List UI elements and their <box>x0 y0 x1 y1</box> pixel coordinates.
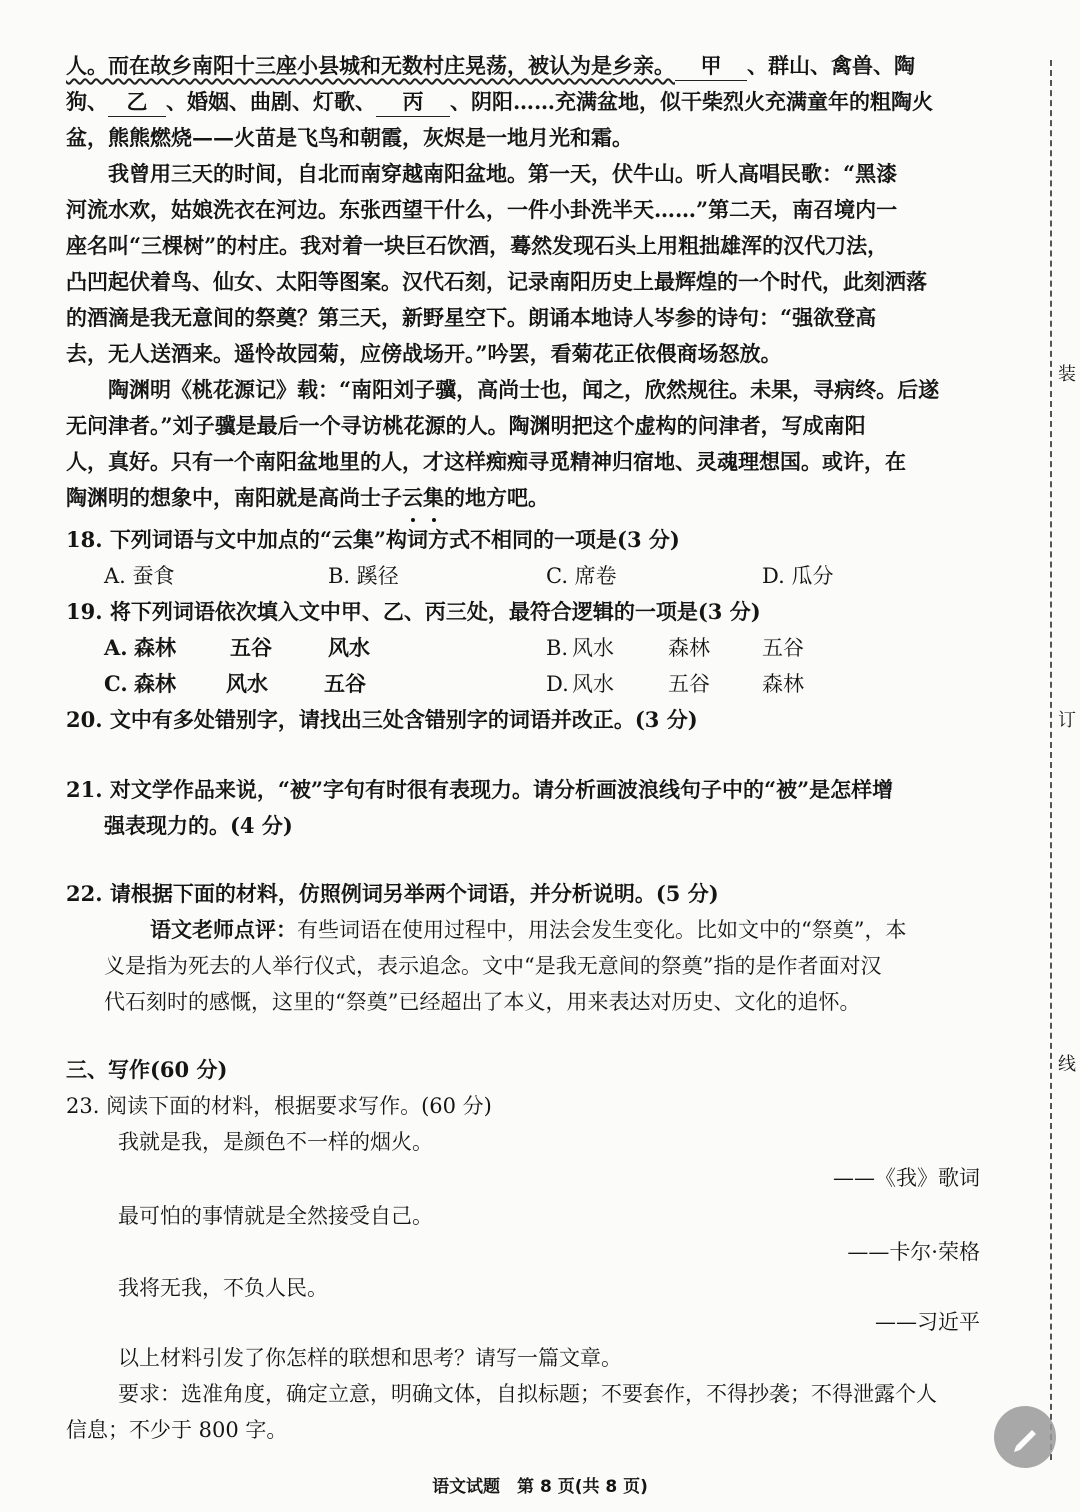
binding-label: 订 <box>1054 706 1080 736</box>
q19-option-c-word: 五谷 <box>324 671 366 696</box>
quote-text: 我将无我，不负人民。 <box>118 1276 328 1300</box>
quote-text: 我就是我，是颜色不一样的烟火。 <box>118 1130 433 1154</box>
q19-option-a-word: 森林 <box>134 635 176 660</box>
q19-option-b-word: 森林 <box>668 636 710 660</box>
passage-line: 人。而在故乡南阳十三座小县城和无数村庄晃荡，被认为是乡亲。 甲 、群山、禽兽、陶 <box>66 48 915 84</box>
q18-option-c: C. 席卷 <box>546 564 617 588</box>
question-18-stem: 18. 下列词语与文中加点的“云集”构词方式不相同的一项是(3 分) <box>66 527 680 552</box>
q19-option-c-word: 森林 <box>134 671 176 696</box>
binding-label: 线 <box>1054 1050 1080 1080</box>
wavy-underlined-sentence: 人。而在故乡南阳十三座小县城和无数村庄晃荡，被认为是乡亲。 <box>66 53 675 78</box>
passage-line: 狗、 乙 、婚姻、曲剧、灯歌、 丙 、阴阳……充满盆地，似干柴烈火充满童年的粗陶火 <box>66 84 933 120</box>
passage-line: 去，无人送酒来。遥怜故园菊，应傍战场开。”吟罢，看菊花正依偎商场怒放。 <box>66 341 782 366</box>
writing-prompt: 以上材料引发了你怎样的联想和思考？请写一篇文章。 <box>118 1346 622 1370</box>
q19-option-a-letter: A. <box>104 635 128 660</box>
q18-option-b: B. 蹊径 <box>328 564 399 588</box>
q19-option-c-word: 风水 <box>226 671 268 696</box>
q19-option-b-word: 风水 <box>572 636 614 660</box>
passage-line: 人，真好。只有一个南阳盆地里的人，才这样痴痴寻觅精神归宿地、灵魂理想国。或许，在 <box>66 449 906 474</box>
floating-edit-button[interactable] <box>994 1406 1056 1468</box>
dotted-char: 集 <box>423 480 444 516</box>
q19-option-d-word: 森林 <box>762 672 804 696</box>
quote-source: ——习近平 <box>875 1310 980 1334</box>
question-23-stem: 23. 阅读下面的材料，根据要求写作。(60 分) <box>66 1094 492 1118</box>
q19-option-d-word: 风水 <box>572 672 614 696</box>
blank-yi: 乙 <box>108 88 166 117</box>
teacher-comment-label: 语文老师点评： <box>150 917 297 942</box>
q19-option-c-letter: C. <box>104 671 128 696</box>
question-19-stem: 19. 将下列词语依次填入文中甲、乙、丙三处，最符合逻辑的一项是(3 分) <box>66 599 761 624</box>
writing-requirements: 要求：选准角度，确定立意，明确文体，自拟标题；不要套作，不得抄袭；不得泄露个人 <box>118 1382 937 1406</box>
passage-line: 我曾用三天的时间，自北而南穿越南阳盆地。第一天，伏牛山。听人高唱民歌：“黑漆 <box>66 161 898 186</box>
q19-option-b-word: 五谷 <box>762 636 804 660</box>
passage-line: 陶渊明《桃花源记》载：“南阳刘子骥，高尚士也，闻之，欣然规往。未果，寻病终。后遂 <box>66 377 940 402</box>
blank-bing: 丙 <box>376 88 450 117</box>
question-21-stem-cont: 强表现力的。(4 分) <box>104 813 293 838</box>
teacher-comment-line: 义是指为死去的人举行仪式，表示追念。文中“是我无意间的祭奠”指的是作者面对汉 <box>104 954 882 978</box>
pencil-icon <box>994 1406 1056 1468</box>
q19-option-a-word: 风水 <box>328 635 370 660</box>
quote-source: ——《我》歌词 <box>833 1166 980 1190</box>
dotted-char: 云 <box>402 480 423 516</box>
teacher-comment-line: 代石刻时的感慨，这里的“祭奠”已经超出了本义，用来表达对历史、文化的追怀。 <box>104 990 861 1014</box>
blank-jia: 甲 <box>675 52 747 81</box>
binding-line <box>1050 60 1052 1460</box>
q19-option-a-word: 五谷 <box>230 635 272 660</box>
question-21-stem: 21. 对文学作品来说，“被”字句有时很有表现力。请分析画波浪线句子中的“被”是怎样增 <box>66 777 894 802</box>
passage-line: 的酒滴是我无意间的祭奠？第三天，新野星空下。朗诵本地诗人岑参的诗句：“强欲登高 <box>66 305 877 330</box>
q18-option-d: D. 瓜分 <box>762 564 834 588</box>
question-20-stem: 20. 文中有多处错别字，请找出三处含错别字的词语并改正。(3 分) <box>66 707 698 732</box>
q19-option-d-word: 五谷 <box>668 672 710 696</box>
passage-line: 盆，熊熊燃烧——火苗是飞鸟和朝霞，灰烬是一地月光和霜。 <box>66 125 633 150</box>
teacher-comment-line: 语文老师点评：有些词语在使用过程中，用法会发生变化。比如文中的“祭奠”，本 <box>150 917 907 942</box>
q19-option-b-letter: B. <box>546 636 569 660</box>
q19-option-d-letter: D. <box>546 672 569 696</box>
quote-source: ——卡尔·荣格 <box>847 1240 980 1264</box>
binding-label: 装 <box>1054 360 1080 390</box>
question-22-stem: 22. 请根据下面的材料，仿照例词另举两个词语，并分析说明。(5 分) <box>66 881 719 906</box>
passage-line: 无问津者。”刘子骥是最后一个寻访桃花源的人。陶渊明把这个虚构的问津者，写成南阳 <box>66 413 866 438</box>
page-footer: 语文试题 第 8 页(共 8 页) <box>432 1477 648 1497</box>
passage-line: 座名叫“三棵树”的村庄。我对着一块巨石饮酒，蓦然发现石头上用粗拙雄浑的汉代刀法， <box>66 233 889 258</box>
passage-line: 凸凹起伏着鸟、仙女、太阳等图案。汉代石刻，记录南阳历史上最辉煌的一个时代，此刻洒落 <box>66 269 927 294</box>
writing-requirements-cont: 信息；不少于 800 字。 <box>66 1418 288 1442</box>
passage-line: 河流水欢，姑娘洗衣在河边。东张西望干什么，一件小卦洗半天……”第二天，南召境内一 <box>66 197 898 222</box>
passage-line: 陶渊明的想象中，南阳就是高尚士子云集的地方吧。 <box>66 480 549 516</box>
section-heading: 三、写作(60 分) <box>66 1057 228 1082</box>
quote-text: 最可怕的事情就是全然接受自己。 <box>118 1204 433 1228</box>
q18-option-a: A. 蚕食 <box>104 564 175 588</box>
